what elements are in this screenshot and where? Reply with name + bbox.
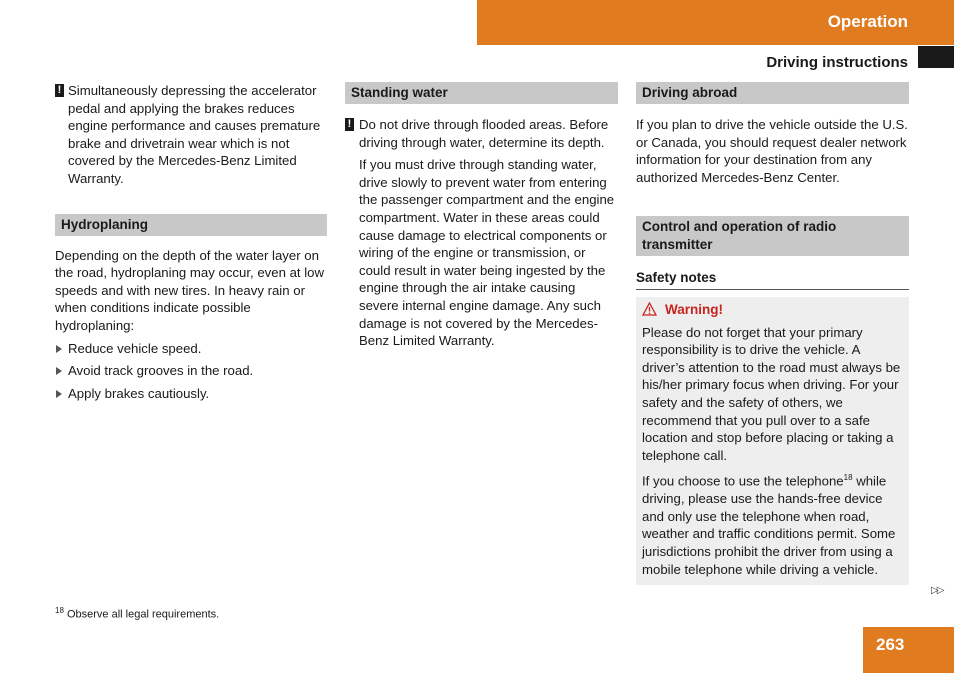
column-3 xyxy=(636,82,909,585)
footnote-reference: 18 xyxy=(843,473,853,483)
section-title: Driving instructions xyxy=(766,54,908,71)
page-number: 263 xyxy=(876,635,905,654)
safety-notes-heading: Safety notes xyxy=(636,269,909,290)
section-heading-driving-abroad: Driving abroad xyxy=(636,82,909,104)
note-text: Simultaneously depressing the accelerator pedal and applying the brakes reduces engine performance and causes premature brake and drivetrain wear which is not covered by the Mercedes-Benz Limited Warranty. xyxy=(68,83,321,186)
note-text: Do not drive through flooded areas. Before driving through water, determine its depth. xyxy=(359,117,609,150)
continue-arrows-icon: ▷▷ xyxy=(931,585,943,596)
list-item: Apply brakes cautiously. xyxy=(55,385,327,403)
footnote: $^{18}$ Observe all legal requirements. xyxy=(55,606,220,621)
column-1 xyxy=(55,82,327,407)
list-item: Avoid track grooves in the road. xyxy=(55,362,327,380)
list-item: Reduce vehicle speed. xyxy=(55,340,327,358)
warning-triangle-icon xyxy=(642,302,657,316)
column-2 xyxy=(345,82,618,355)
chapter-title: Operation xyxy=(827,12,908,31)
standing-water-text: If you must drive through standing water, drive slowly to prevent water from entering the passenger compartment and the engine compartment. Water in these areas could cause damage to electrical components or wiring of the engine or transmission, or could result in water being ingested by the engine through the air intake causing severe internal engine damage. Any such damage is not covered by the Mercedes-Benz Limited Warranty. xyxy=(359,157,615,349)
warning-box xyxy=(636,297,909,585)
section-heading-hydroplaning: Hydroplaning xyxy=(55,214,327,236)
section-heading-standing-water: Standing water xyxy=(345,82,618,104)
triangle-bullet-icon xyxy=(56,390,62,398)
triangle-bullet-icon xyxy=(56,345,62,353)
driving-abroad-text: If you plan to drive the vehicle outside the U.S. or Canada, you should request dealer network information for your destination from any authorized Mercedes-Benz Center. xyxy=(636,117,908,185)
note-paragraph xyxy=(345,116,618,151)
chapter-tab xyxy=(918,46,954,68)
warning-text: Please do not forget that your primary responsibility is to drive the vehicle. A driver’s attention to the road must always be his/her primary focus when driving. For your safety and the safety of others, we recommend that you pull over to a safe location and stop before placing or taking a telephone call. xyxy=(642,324,901,463)
warning-heading: Warning! xyxy=(642,301,903,319)
warning-text: If you choose to use the telephone$^{18}$ while driving, please use the hands-free device and only use the telephone when road, weather and traffic conditions permit. Some jurisdictions prohibit the driver from using a mobile telephone while driving a vehicle. xyxy=(642,473,896,577)
section-heading-radio: Control and operation of radio transmitter xyxy=(636,216,909,256)
exclamation-icon: ! xyxy=(345,118,354,131)
hydroplaning-text: Depending on the depth of the water layer on the road, hydroplaning may occur, even at low speeds and with new tires. In heavy rain or when conditions indicate possible hydroplaning: xyxy=(55,247,325,333)
triangle-bullet-icon xyxy=(56,367,62,375)
note-paragraph xyxy=(55,82,327,188)
exclamation-icon: ! xyxy=(55,84,64,97)
